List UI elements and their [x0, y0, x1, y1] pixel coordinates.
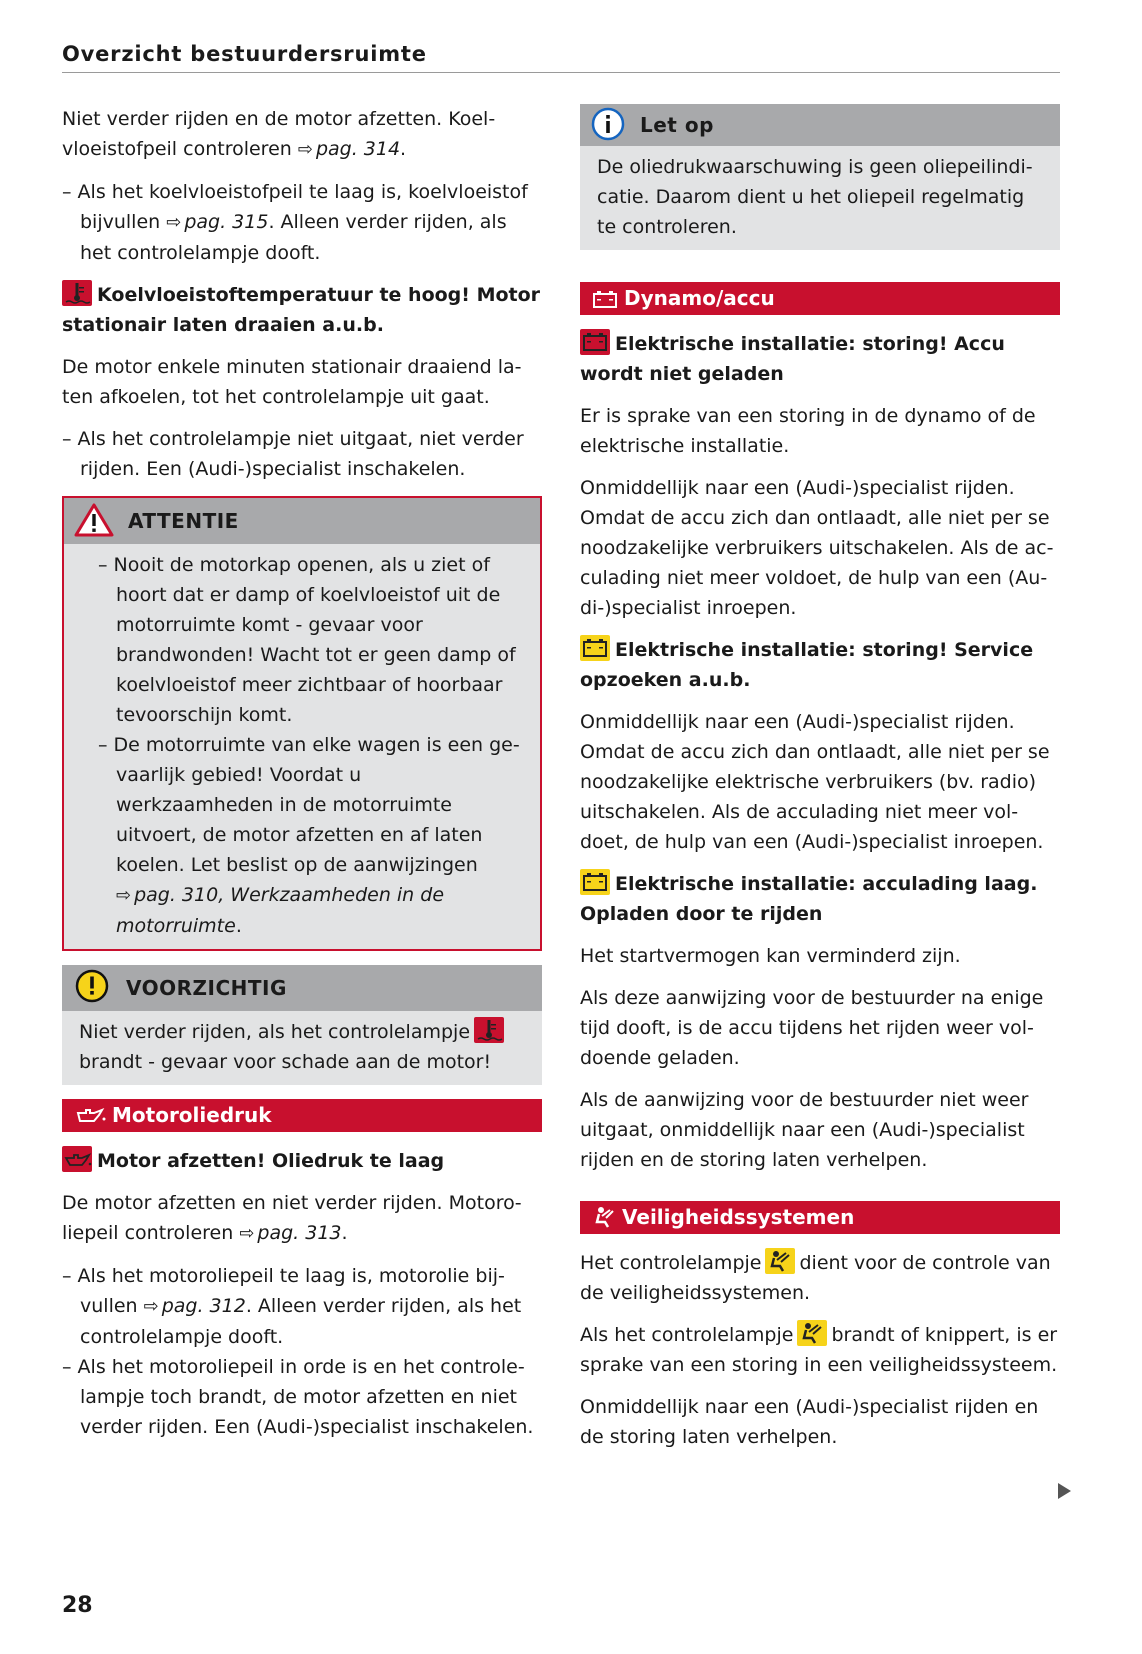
seated-person-icon [765, 1248, 795, 1274]
caution-header: VOORZICHTIG [62, 965, 542, 1011]
left-column [62, 104, 542, 1454]
oil-warning-heading: Motor afzetten! Oliedruk te laag [62, 1146, 542, 1176]
arrow-right-icon: ⇨ [297, 139, 313, 160]
battery-icon [580, 635, 610, 661]
note-body [580, 146, 1060, 250]
page-number: 28 [62, 1593, 93, 1618]
caution-text: Niet verder rijden, als het controlelampje brandt - gevaar voor schade aan de motor! [79, 1017, 525, 1077]
list-item: – Als het motoroliepeil in orde is en het controlelampje toch brandt, de motor afzetten en niet verder rijden. Een (Audi-)specialist inschakelen. [62, 1356, 534, 1438]
arrow-right-icon: ⇨ [143, 1296, 159, 1317]
caution-exclamation-icon [72, 968, 112, 1004]
arrow-right-icon: ⇨ [166, 212, 182, 233]
oil-pressure-icon [62, 1146, 92, 1172]
arrow-right-icon: ⇨ [239, 1223, 255, 1244]
coolant-warning-heading: Koelvloeistoftemperatuur te hoog! Motor stationair laten draaien a.u.b. [62, 280, 542, 340]
seated-person-icon [592, 1206, 616, 1228]
battery-low-text-2: Als deze aanwijzing voor de bestuurder na enige tijd dooft, is de accu tijdens het rijden weer voldoende geladen. [580, 987, 1044, 1069]
note-text: De oliedrukwaarschuwing is geen oliepeilindicatie. Daarom dient u het oliepeil regelmatig te controleren. [597, 156, 1033, 238]
service-text: Onmiddellijk naar een (Audi-)specialist rijden. Omdat de accu zich dan ontlaadt, alle niet per se noodzakelijke elektrische verbruikers (bv. radio) uitschakelen. Als de acculading niet meer voldoet, de hulp van een (Audi-)specialist inroepen. [580, 711, 1050, 853]
list-item: – Als het koelvloeistofpeil te laag is, koelvloeistof bijvullen ⇨ pag. 315. Alleen verder rijden, als het controlelampje dooft. [62, 181, 528, 264]
battery-low-text-1: Het startvermogen kan verminderd zijn. [580, 945, 961, 967]
battery-icon [580, 329, 610, 355]
section-header-safety: Veiligheidssystemen [580, 1201, 1060, 1234]
oil-can-icon [74, 1106, 106, 1126]
attention-box [62, 496, 542, 951]
list-item: – Als het controlelampje niet uitgaat, niet verder rijden. Een (Audi-)specialist inschakelen. [62, 428, 524, 480]
safety-text-3: Onmiddellijk naar een (Audi-)specialist rijden en de storing laten verhelpen. [580, 1396, 1039, 1448]
page-reference-link[interactable]: pag. 313 [257, 1222, 342, 1244]
coolant-temperature-icon [474, 1017, 504, 1043]
attention-header: ATTENTIE [64, 498, 540, 544]
note-box [580, 104, 1060, 250]
warning-triangle-icon [74, 503, 114, 537]
list-item: – Als het motoroliepeil te laag is, motorolie bijvullen ⇨ pag. 312. Alleen verder rijden, als het controlelampje dooft. [62, 1265, 522, 1348]
dynamo-text-1: Er is sprake van een storing in de dynamo of de elektrische installatie. [580, 405, 1036, 457]
page-reference-link[interactable]: pag. 315 [184, 211, 269, 233]
section-header-dynamo: Dynamo/accu [580, 282, 1060, 315]
coolant-text: De motor enkele minuten stationair draaiend laten afkoelen, tot het controlelampje uit gaat. [62, 356, 522, 408]
battery-low-heading: Elektrische installatie: acculading laag. Opladen door te rijden [580, 869, 1060, 929]
page-title: Overzicht bestuurdersruimte [62, 42, 1060, 73]
right-column [580, 104, 1060, 1464]
intro-paragraph: Niet verder rijden en de motor afzetten. Koelvloeistofpeil controleren ⇨ pag. 314. [62, 108, 496, 160]
attention-body [64, 544, 540, 949]
caution-box [62, 965, 542, 1085]
list-item: – Nooit de motorkap openen, als u ziet of hoort dat er damp of koelvloeistof uit de motorruimte komt - gevaar voor brandwonden! Wacht tot er geen damp of koelvloeistof meer zichtbaar of hoorbaar tevoorschijn komt. [98, 554, 516, 726]
seated-person-icon [797, 1320, 827, 1346]
caution-body [62, 1011, 542, 1085]
coolant-temperature-icon [62, 280, 92, 306]
section-header-oil-pressure: Motoroliedruk [62, 1099, 542, 1132]
battery-service-heading: Elektrische installatie: storing! Service opzoeken a.u.b. [580, 635, 1060, 695]
note-header: Let op [580, 104, 1060, 146]
info-icon [590, 107, 626, 141]
dynamo-text-2: Onmiddellijk naar een (Audi-)specialist rijden. Omdat de accu zich dan ontlaadt, alle niet per se noodzakelijke verbruikers uitschakelen. Als de acculading niet meer voldoet, de hulp van een (Audi-)specialist inroepen. [580, 477, 1054, 619]
battery-low-text-3: Als de aanwijzing voor de bestuurder niet weer uitgaat, onmiddellijk naar een (Audi-)specialist rijden en de storing laten verhelpen. [580, 1089, 1029, 1171]
list-item: – De motorruimte van elke wagen is een gevaarlijk gebied! Voordat u werkzaamheden in de motorruimte uitvoert, de motor afzetten en af laten koelen. Let beslist op de aanwijzingen ⇨ pag. 310, Werkzaamheden in de motorruimte. [98, 734, 520, 937]
battery-icon [580, 869, 610, 895]
page-reference-link[interactable]: pag. 310, Werkzaamheden in de motorruimte [116, 884, 445, 937]
battery-warning-heading: Elektrische installatie: storing! Accu wordt niet geladen [580, 329, 1060, 389]
page-reference-link[interactable]: pag. 312 [161, 1295, 246, 1317]
safety-text-2: Als het controlelampje brandt of knippert, is er sprake van een storing in een veiligheidssysteem. [580, 1320, 1060, 1380]
page-reference-link[interactable]: pag. 314 [315, 138, 401, 160]
arrow-right-icon: ⇨ [116, 885, 132, 906]
safety-text-1: Het controlelampje dient voor de controle van de veiligheidssystemen. [580, 1248, 1060, 1308]
oil-text: De motor afzetten en niet verder rijden. Motoroliepeil controleren ⇨ pag. 313. [62, 1192, 522, 1244]
battery-icon [592, 289, 618, 309]
next-page-arrow-icon[interactable] [1058, 1483, 1071, 1499]
